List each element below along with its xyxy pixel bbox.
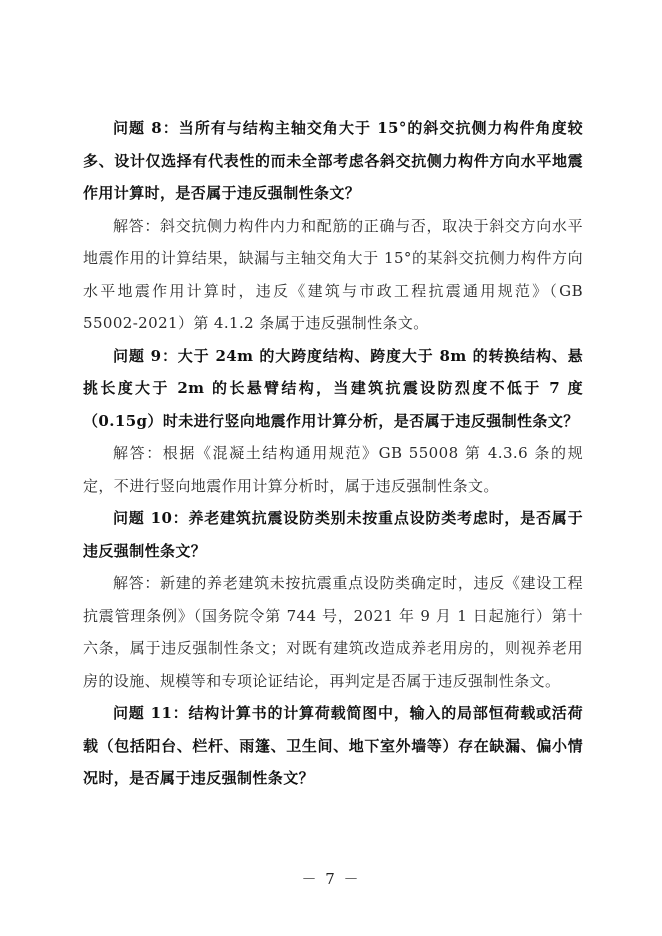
question-9: 问题 9：大于 24m 的大跨度结构、跨度大于 8m 的转换结构、悬挑长度大于 2m 的长悬臂结构，当建筑抗震设防烈度不低于 7 度（0.15g）时未进行竖向地震作用计算分析，是否属于违反强制性条文？ [83,346,583,430]
document-body [83,112,583,795]
question-11: 问题 11：结构计算书的计算荷载简图中，输入的局部恒荷载或活荷载（包括阳台、栏杆、雨篷、卫生间、地下室外墙等）存在缺漏、偏小情况时，是否属于违反强制性条文？ [83,704,583,787]
answer-9: 解答：根据《混凝土结构通用规范》GB 55008 第 4.3.6 条的规定，不进行竖向地震作用计算分析时，属于违反强制性条文。 [83,444,583,495]
answer-8: 解答：斜交抗侧力构件内力和配筋的正确与否，取决于斜交方向水平地震作用的计算结果，缺漏与主轴交角大于 15°的某斜交抗侧力构件方向水平地震作用计算时，违反《建筑与市政工程抗震通用规范》（GB 55002-2021）第 4.1.2 条属于违反强制性条文。 [83,216,583,332]
page-number: － 7 － [301,870,361,888]
question-10: 问题 10：养老建筑抗震设防类别未按重点设防类考虑时，是否属于违反强制性条文？ [83,509,583,560]
answer-10: 解答：新建的养老建筑未按抗震重点设防类确定时，违反《建设工程抗震管理条例》（国务院令第 744 号，2021 年 9 月 1 日起施行）第十六条，属于违反强制性条文；对既有建筑改造成养老用房的，则视养老用房的设施、规模等和专项论证结论，再判定是否属于违反强制性条文。 [83,574,583,690]
question-8: 问题 8：当所有与结构主轴交角大于 15°的斜交抗侧力构件角度较多、设计仅选择有代表性的而未全部考虑各斜交抗侧力构件方向水平地震作用计算时，是否属于违反强制性条文？ [83,119,583,202]
